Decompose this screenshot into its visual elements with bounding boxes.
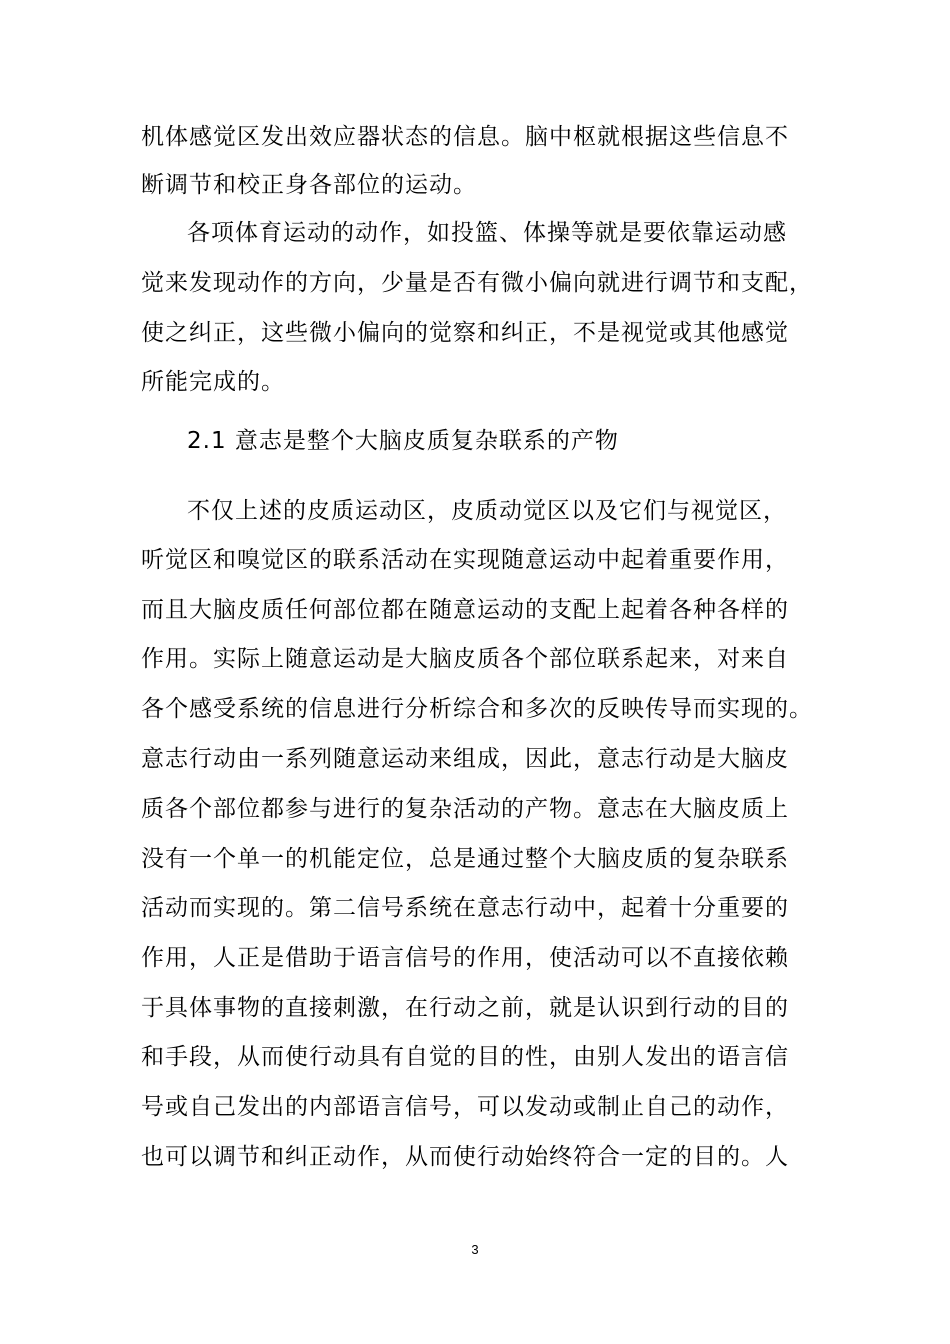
text-line: 使之纠正，这些微小偏向的觉察和纠正，不是视觉或其他感觉 [141, 320, 789, 346]
text-line: 所能完成的。 [141, 369, 285, 395]
text-line: 而且大脑皮质任何部位都在随意运动的支配上起着各种各样的 [141, 597, 789, 623]
text-line: 各个感受系统的信息进行分析综合和多次的反映传导而实现的。 [141, 696, 813, 722]
text-line: 活动而实现的。第二信号系统在意志行动中，起着十分重要的 [141, 895, 789, 921]
text-line: 作用。实际上随意运动是大脑皮质各个部位联系起来，对来自 [141, 646, 789, 672]
text-line: 于具体事物的直接刺激，在行动之前，就是认识到行动的目的 [141, 995, 789, 1021]
text-line: 觉来发现动作的方向，少量是否有微小偏向就进行调节和支配， [141, 270, 813, 296]
text-line: 作用，人正是借助于语言信号的作用，使活动可以不直接依赖 [141, 945, 789, 971]
text-line: 各项体育运动的动作，如投篮、体操等就是要依靠运动感 [187, 220, 787, 246]
text-line: 质各个部位都参与进行的复杂活动的产物。意志在大脑皮质上 [141, 796, 789, 822]
text-line: 听觉区和嗅觉区的联系活动在实现随意运动中起着重要作用， [141, 547, 789, 573]
text-line: 断调节和校正身各部位的运动。 [141, 172, 477, 198]
text-line: 和手段，从而使行动具有自觉的目的性，由别人发出的语言信 [141, 1044, 789, 1070]
text-line: 机体感觉区发出效应器状态的信息。脑中枢就根据这些信息不 [141, 124, 789, 150]
text-line: 没有一个单一的机能定位，总是通过整个大脑皮质的复杂联系 [141, 846, 789, 872]
page-number: 3 [471, 1242, 479, 1257]
text-line: 不仅上述的皮质运动区，皮质动觉区以及它们与视觉区， [187, 498, 787, 524]
text-line: 也可以调节和纠正动作，从而使行动始终符合一定的目的。人 [141, 1144, 789, 1170]
text-line: 号或自己发出的内部语言信号，可以发动或制止自己的动作， [141, 1094, 789, 1120]
text-line: 意志行动由一系列随意运动来组成，因此，意志行动是大脑皮 [141, 746, 789, 772]
section-heading: 2.1 意志是整个大脑皮质复杂联系的产物 [187, 428, 619, 454]
